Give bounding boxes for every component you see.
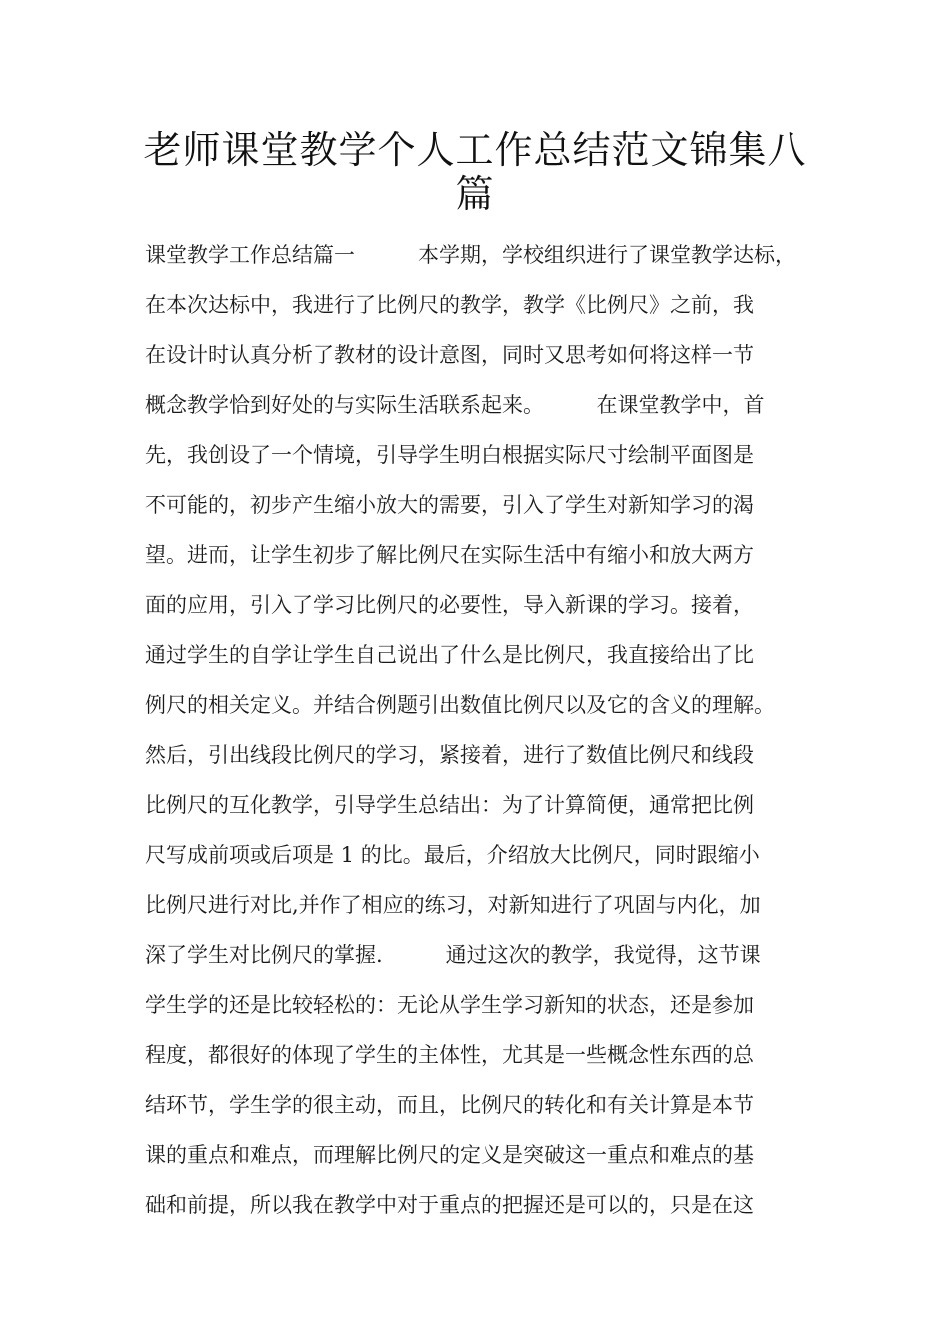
text-line: 例尺的相关定义。并结合例题引出数值比例尺以及它的含义的理解。	[145, 693, 775, 717]
text-line: 在本次达标中，我进行了比例尺的教学，教学《比例尺》之前，我	[145, 293, 754, 317]
title-line-1: 老师课堂教学个人工作总结范文锦集八	[143, 128, 807, 172]
text-line: 不可能的，初步产生缩小放大的需要，引入了学生对新知学习的渴	[145, 493, 754, 517]
text-line: 比例尺进行对比,并作了相应的练习，对新知进行了巩固与内化，加	[145, 893, 761, 917]
text-line: 概念教学恰到好处的与实际生活联系起来。 在课堂教学中，首	[145, 393, 765, 417]
text-line: 学生学的还是比较轻松的：无论从学生学习新知的状态，还是参加	[145, 993, 754, 1017]
text-line: 通过学生的自学让学生自己说出了什么是比例尺，我直接给出了比	[145, 643, 754, 667]
text-line: 尺写成前项或后项是 1 的比。最后，介绍放大比例尺，同时跟缩小	[145, 843, 760, 867]
text-line: 面的应用，引入了学习比例尺的必要性，导入新课的学习。接着，	[145, 593, 754, 617]
text-line: 程度，都很好的体现了学生的主体性，尤其是一些概念性东西的总	[145, 1043, 754, 1067]
text-line: 课的重点和难点，而理解比例尺的定义是突破这一重点和难点的基	[145, 1143, 754, 1167]
text-line: 先，我创设了一个情境，引导学生明白根据实际尺寸绘制平面图是	[145, 443, 754, 467]
text-line: 结环节，学生学的很主动，而且，比例尺的转化和有关计算是本节	[145, 1093, 754, 1117]
text-line: 然后，引出线段比例尺的学习，紧接着，进行了数值比例尺和线段	[145, 743, 754, 767]
text-line: 课堂教学工作总结篇一 本学期，学校组织进行了课堂教学达标，	[145, 243, 796, 267]
title-line-2: 篇	[455, 172, 495, 216]
text-line: 望。进而，让学生初步了解比例尺在实际生活中有缩小和放大两方	[145, 543, 754, 567]
text-line: 比例尺的互化教学，引导学生总结出：为了计算简便，通常把比例	[145, 793, 754, 817]
text-line: 础和前提，所以我在教学中对于重点的把握还是可以的，只是在这	[145, 1193, 754, 1217]
text-line: 深了学生对比例尺的掌握. 通过这次的教学，我觉得，这节课	[145, 943, 761, 967]
body-text	[145, 230, 835, 1230]
text-line: 在设计时认真分析了教材的设计意图，同时又思考如何将这样一节	[145, 343, 754, 367]
document-title	[130, 128, 820, 216]
